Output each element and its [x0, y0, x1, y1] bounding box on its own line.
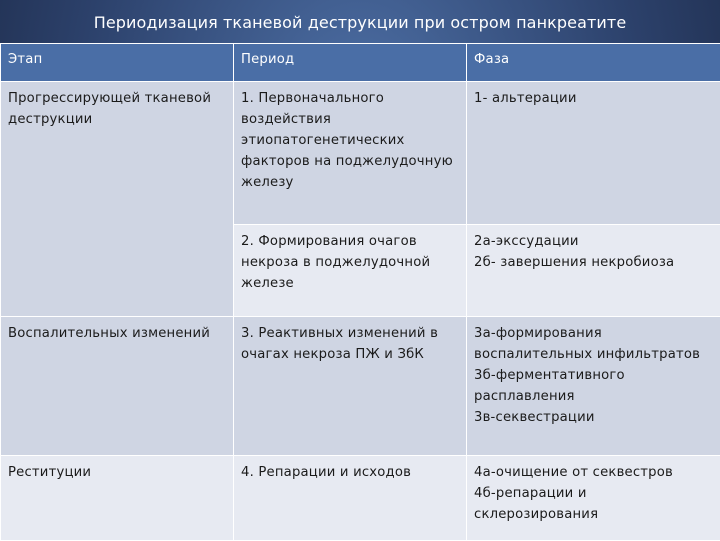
phase-item: 4б-репарации и склерозирования [474, 483, 714, 525]
phase-item: 3в-секвестрации [474, 407, 714, 428]
phase-item: 3а-формирования воспалительных инфильтратов [474, 323, 714, 365]
phase-item: 1- альтерации [474, 88, 714, 109]
phase-cell [467, 82, 720, 225]
periodization-table [0, 43, 720, 541]
phase-item: 3б-ферментативного расплавления [474, 365, 714, 407]
phase-cell [467, 225, 720, 317]
slide-title: Периодизация тканевой деструкции при остром панкреатите [0, 13, 720, 32]
phase-cell [467, 456, 720, 541]
period-cell: 2. Формирования очагов некроза в поджелудочной железе [234, 225, 467, 317]
header-phase: Фаза [467, 44, 720, 82]
table-row [1, 456, 720, 541]
phase-item: 4а-очищение от секвестров [474, 462, 714, 483]
phase-item: 2б- завершения некробиоза [474, 252, 714, 273]
period-cell: 1. Первоначального воздействия этиопатогенетических факторов на поджелудочную железу [234, 82, 467, 225]
period-cell: 4. Репарации и исходов [234, 456, 467, 541]
stage-cell: Прогрессирующей тканевой деструкции [1, 82, 234, 317]
table-row [1, 317, 720, 456]
period-cell: 3. Реактивных изменений в очагах некроза ПЖ и ЗбК [234, 317, 467, 456]
phase-cell [467, 317, 720, 456]
table-row [1, 82, 720, 225]
stage-cell: Реституции [1, 456, 234, 541]
header-row [1, 44, 720, 82]
phase-item: 2а-экссудации [474, 231, 714, 252]
header-stage: Этап [1, 44, 234, 82]
header-period: Период [234, 44, 467, 82]
stage-cell: Воспалительных изменений [1, 317, 234, 456]
